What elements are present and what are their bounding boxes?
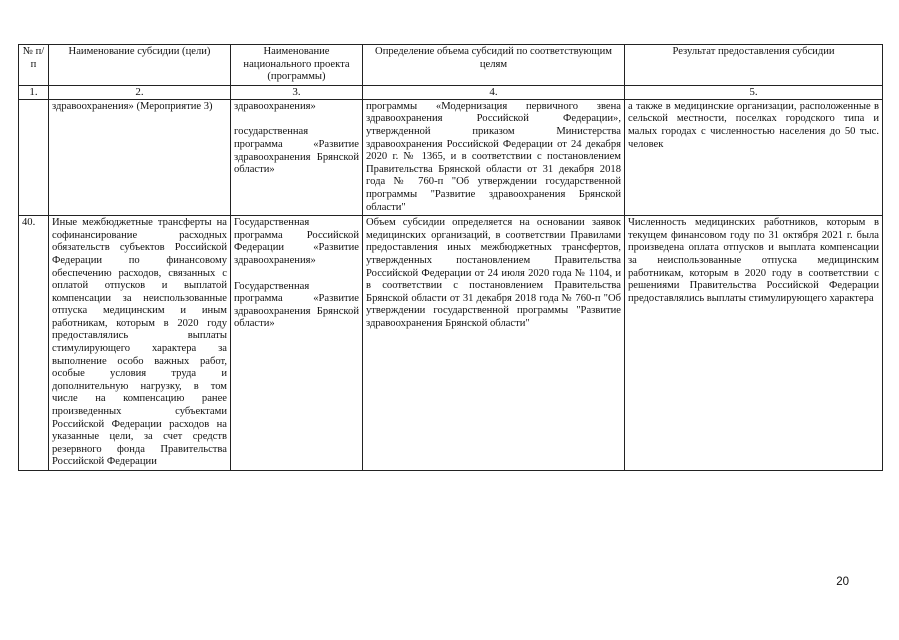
header-number: № п/п xyxy=(19,45,49,86)
project-paragraph: государственная программа «Развитие здравоохранения Брянской области» xyxy=(234,126,359,176)
subsidy-table xyxy=(18,44,883,471)
table-row xyxy=(19,216,883,471)
volume-definition-cell: программы «Модернизация первичного звена здравоохранения Российской Федерации», утвержденной приказом Министерства здравоохранения Российской Федерации от 24 декабря 2020 г. № 1365, и в соответствии с постановлением Правительства Брянской области от 31 декабря 2018 года № 760-п "Об утверждении государственной программы "Развитие здравоохранения Брянской области" xyxy=(363,99,625,215)
column-numbers-row xyxy=(19,85,883,99)
subsidy-name-cell: здравоохранения» (Мероприятие 3) xyxy=(49,99,231,215)
column-number: 3. xyxy=(231,85,363,99)
row-number-empty xyxy=(19,99,49,215)
header-volume-definition: Определение объема субсидий по соответствующим целям xyxy=(363,45,625,86)
project-paragraph: Государственная программа «Развитие здравоохранения Брянской области» xyxy=(234,280,359,330)
header-result: Результат предоставления субсидии xyxy=(625,45,883,86)
result-cell: а также в медицинские организации, расположенные в сельской местности, поселках городского типа и малых городах с численностью населения до 50 тыс. человек xyxy=(625,99,883,215)
page-number: 20 xyxy=(836,576,849,588)
row-number: 40. xyxy=(19,216,49,471)
national-project-cell xyxy=(231,99,363,215)
national-project-cell xyxy=(231,216,363,471)
project-paragraph: здравоохранения» xyxy=(234,100,316,112)
volume-definition-cell: Объем субсидии определяется на основании заявок медицинских организаций, в соответствии Правилами предоставления иных межбюджетных трансфертов, утвержденных постановлением Правительства Российской Федерации от 24 июля 2020 года № 1104, и в соответствии с постановлением Правительства Брянской области от 31 декабря 2018 года № 760-п "Об утверждении государственной программы "Развитие здравоохранения Брянской области" xyxy=(363,216,625,471)
column-number: 5. xyxy=(625,85,883,99)
project-paragraph: Государственная программа Российской Федерации «Развитие здравоохранения» xyxy=(234,217,359,266)
column-number: 4. xyxy=(363,85,625,99)
table-row xyxy=(19,99,883,215)
column-number: 1. xyxy=(19,85,49,99)
header-national-project: Наименование национального проекта (программы) xyxy=(231,45,363,86)
result-cell: Численность медицинских работников, которым в текущем финансовом году по 31 октября 2021 г. была произведена оплата отпусков и выплата компенсации за неиспользованные отпуска медицинским работникам, которым в 2020 году в соответствии с решениями Правительства Российской Федерации предоставлялись выплаты стимулирующего характера xyxy=(625,216,883,471)
header-subsidy-name: Наименование субсидии (цели) xyxy=(49,45,231,86)
subsidy-name-cell: Иные межбюджетные трансферты на софинансирование расходных обязательств субъектов Российской Федерации по финансовому обеспечению расходов, связанных с оплатой отпусков и выплатой компенсации за неиспользованные отпуска медицинским и иным работникам, которым в 2020 году предоставлялись выплаты стимулирующего характера за выполнение особо важных работ, особые условия труда и дополнительную нагрузку, в том числе на компенсацию ранее произведенных субъектами Российской Федерации расходов на указанные цели, за счет средств резервного фонда Правительства Российской Федерации xyxy=(49,216,231,471)
table-header-row xyxy=(19,45,883,86)
column-number: 2. xyxy=(49,85,231,99)
